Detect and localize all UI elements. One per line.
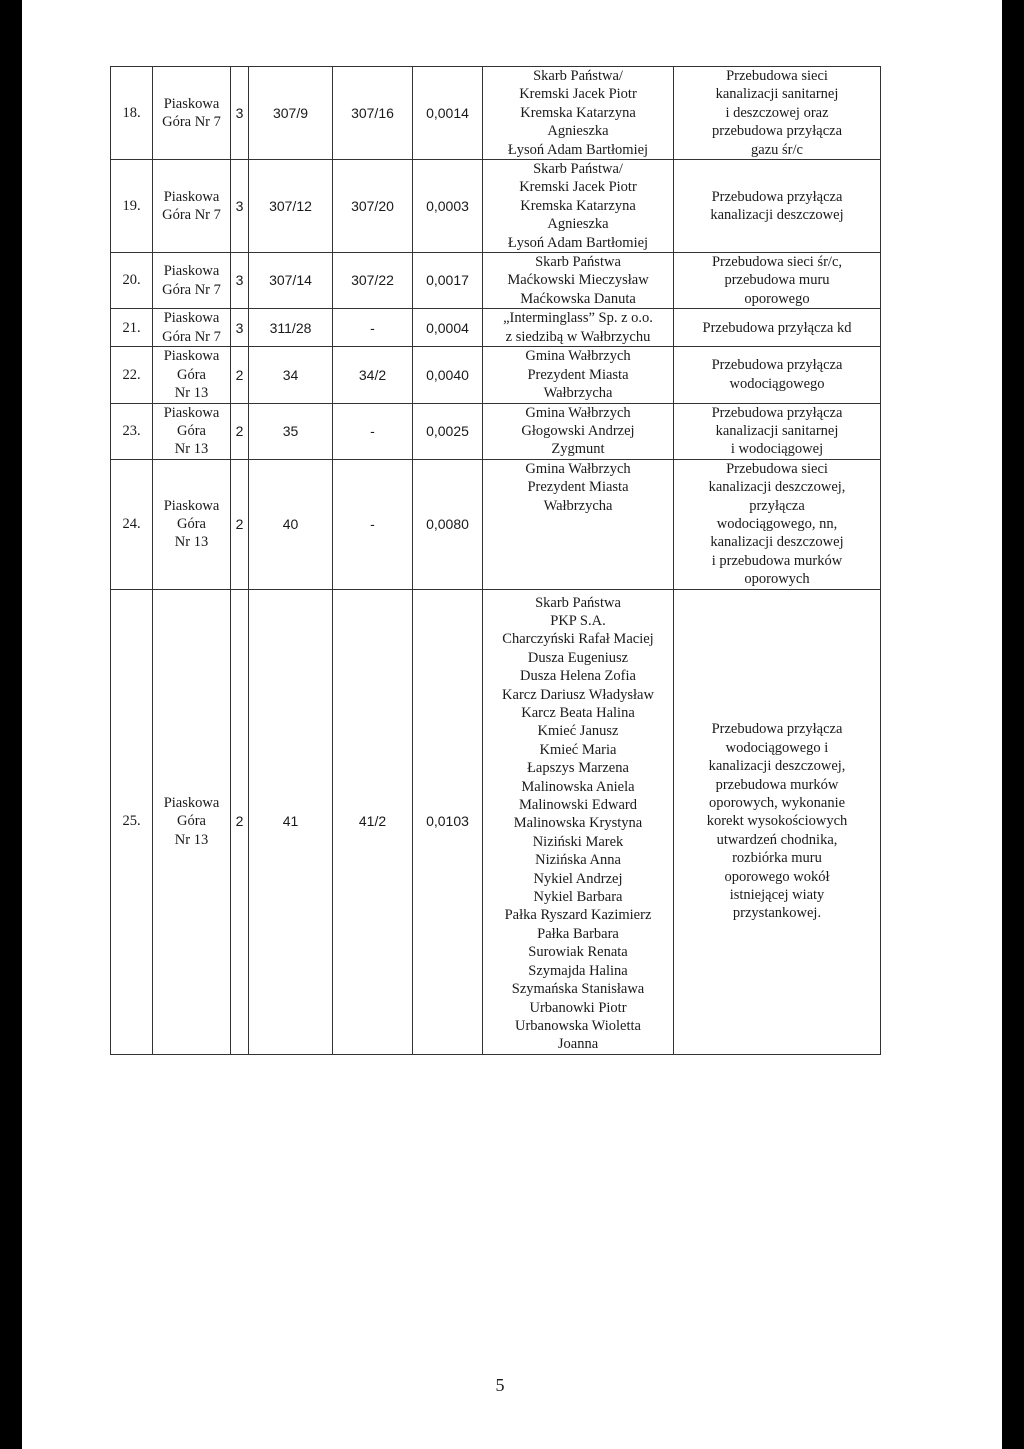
scope-cell-line: rozbiórka muru	[732, 850, 822, 867]
area-cell: 0,0004	[413, 309, 483, 347]
table-row	[111, 589, 881, 1054]
owners-cell-line: Nizińska Anna	[535, 852, 621, 869]
scope-cell	[674, 67, 881, 160]
location-cell-line: Góra	[177, 366, 206, 383]
location-cell-line: Piaskowa	[163, 263, 220, 280]
location-cell-line: Góra	[177, 515, 206, 532]
scope-cell-line: oporowego wokół	[724, 868, 830, 885]
location-cell	[153, 403, 231, 459]
plot-before-cell: 307/9	[249, 67, 333, 160]
location-cell-line: Piaskowa	[163, 497, 220, 514]
row-number: 25.	[111, 589, 153, 1054]
owners-cell-line: Kremska Katarzyna	[520, 104, 636, 121]
row-number: 21.	[111, 309, 153, 347]
scope-cell-line: wodociągowego	[729, 375, 825, 392]
owners-cell-line: PKP S.A.	[550, 612, 606, 629]
plot-after-cell: 34/2	[333, 347, 413, 403]
scope-cell	[674, 160, 881, 253]
scope-cell-line: gazu śr/c	[751, 141, 803, 158]
owners-cell	[483, 403, 674, 459]
location-cell-line: Nr 13	[174, 831, 209, 848]
table-row	[111, 347, 881, 403]
location-cell-line: Piaskowa	[163, 404, 220, 421]
sheet-cell: 3	[231, 67, 249, 160]
owners-cell-line: Wałbrzycha	[543, 497, 613, 514]
scope-cell-line: Przebudowa przyłącza	[711, 404, 843, 421]
owners-cell	[483, 309, 674, 347]
scope-cell-line: utwardzeń chodnika,	[716, 831, 838, 848]
page-number: 5	[495, 1375, 505, 1395]
owners-cell-line: Prezydent Miasta	[527, 479, 629, 496]
location-cell-line: Piaskowa	[163, 188, 220, 205]
owners-cell-line: Joanna	[557, 1036, 599, 1053]
owners-cell-line: Maćkowski Mieczysław	[507, 272, 649, 289]
location-cell	[153, 253, 231, 309]
table-row	[111, 403, 881, 459]
location-cell	[153, 347, 231, 403]
scope-cell-line: przystankowej.	[732, 905, 822, 922]
owners-cell-line: Dusza Helena Zofia	[520, 668, 636, 685]
scope-cell	[674, 309, 881, 347]
sheet-cell: 2	[231, 459, 249, 589]
owners-cell-line: Wałbrzycha	[543, 385, 613, 402]
scope-cell-line: oporowego	[744, 290, 810, 307]
scope-cell-line: korekt wysokościowych	[706, 813, 848, 830]
location-cell-line: Góra	[177, 813, 206, 830]
owners-cell-line: Agnieszka	[547, 123, 609, 140]
area-cell: 0,0040	[413, 347, 483, 403]
scope-cell	[674, 403, 881, 459]
owners-cell-line: Zygmunt	[551, 441, 605, 458]
scope-cell-line: Przebudowa przyłącza	[711, 357, 843, 374]
area-cell: 0,0025	[413, 403, 483, 459]
owners-cell-line: Gmina Wałbrzych	[525, 348, 631, 365]
table-body	[111, 67, 881, 1055]
plot-after-cell: 307/22	[333, 253, 413, 309]
area-cell: 0,0080	[413, 459, 483, 589]
owners-cell	[483, 347, 674, 403]
plot-before-cell: 307/12	[249, 160, 333, 253]
location-cell	[153, 67, 231, 160]
location-cell-line: Góra Nr 7	[162, 114, 221, 131]
owners-cell-line: Malinowska Aniela	[521, 778, 635, 795]
scope-cell-line: kanalizacji deszczowej	[710, 207, 844, 224]
location-cell-line: Piaskowa	[163, 310, 220, 327]
area-cell: 0,0103	[413, 589, 483, 1054]
owners-cell	[483, 253, 674, 309]
scope-cell-line: kanalizacji sanitarnej	[715, 422, 839, 439]
scope-cell-line: kanalizacji deszczowej,	[708, 758, 846, 775]
plot-after-cell: -	[333, 459, 413, 589]
owners-cell-line: Skarb Państwa	[535, 254, 621, 271]
sheet-cell: 3	[231, 253, 249, 309]
owners-cell-line: Gmina Wałbrzych	[525, 460, 631, 477]
owners-cell-line: Niziński Marek	[532, 833, 624, 850]
scope-cell-line: oporowych, wykonanie	[708, 795, 846, 812]
scope-cell-line: Przebudowa sieci śr/c,	[711, 254, 843, 271]
location-cell	[153, 309, 231, 347]
owners-cell-line: Kremski Jacek Piotr	[519, 179, 637, 196]
location-cell-line: Piaskowa	[163, 348, 220, 365]
location-cell-line: Piaskowa	[163, 795, 220, 812]
owners-cell-line: Agnieszka	[547, 216, 609, 233]
owners-cell-line: Głogowski Andrzej	[521, 422, 635, 439]
owners-cell-line: Szymańska Stanisława	[511, 981, 645, 998]
owners-cell-line: Kmieć Maria	[539, 741, 617, 758]
owners-cell	[483, 160, 674, 253]
owners-cell-line: Nykiel Andrzej	[533, 870, 623, 887]
scope-cell-line: Przebudowa przyłącza kd	[702, 319, 852, 336]
owners-cell-line: Prezydent Miasta	[527, 366, 629, 383]
owners-cell-line: Skarb Państwa	[535, 594, 621, 611]
owners-cell-line: Malinowska Krystyna	[513, 815, 643, 832]
scope-cell	[674, 459, 881, 589]
location-cell-line: Nr 13	[174, 534, 209, 551]
plot-before-cell: 35	[249, 403, 333, 459]
owners-cell-line: Charczyński Rafał Maciej	[502, 631, 654, 648]
location-cell	[153, 589, 231, 1054]
owners-cell-line: Nykiel Barbara	[533, 889, 623, 906]
owners-cell-line: Surowiak Renata	[528, 944, 628, 961]
area-cell: 0,0017	[413, 253, 483, 309]
location-cell	[153, 459, 231, 589]
owners-cell-line: Skarb Państwa/	[533, 68, 623, 84]
scope-cell-line: i przebudowa murków	[711, 552, 843, 569]
scope-cell-line: wodociągowego i	[725, 739, 829, 756]
plot-before-cell: 40	[249, 459, 333, 589]
owners-cell-line: Urbanowska Wioletta	[515, 1017, 641, 1034]
area-cell: 0,0003	[413, 160, 483, 253]
scope-cell-line: przebudowa muru	[724, 272, 830, 289]
owners-cell-line: Gmina Wałbrzych	[525, 404, 631, 421]
owners-cell-line: Pałka Barbara	[537, 925, 619, 942]
row-number: 19.	[111, 160, 153, 253]
row-number: 24.	[111, 459, 153, 589]
location-cell-line: Nr 13	[174, 441, 209, 458]
location-cell-line: Góra	[177, 422, 206, 439]
plot-after-cell: 307/16	[333, 67, 413, 160]
row-number: 22.	[111, 347, 153, 403]
sheet-cell: 2	[231, 403, 249, 459]
parcels-table	[110, 66, 881, 1055]
plot-after-cell: -	[333, 403, 413, 459]
owners-cell-line: z siedzibą w Wałbrzychu	[505, 328, 651, 345]
scope-cell-line: przyłącza	[749, 497, 805, 514]
scope-cell-line: przebudowa murków	[715, 776, 839, 793]
location-cell-line: Góra Nr 7	[162, 328, 221, 345]
location-cell-line: Piaskowa	[163, 95, 220, 112]
owners-cell	[483, 459, 674, 589]
owners-cell-line: Kmieć Janusz	[537, 723, 619, 740]
plot-after-cell: -	[333, 309, 413, 347]
owners-cell-line: Łysoń Adam Bartłomiej	[507, 141, 649, 158]
scope-cell-line: i wodociągowej	[730, 441, 824, 458]
sheet-cell: 3	[231, 309, 249, 347]
scope-cell-line: kanalizacji sanitarnej	[715, 86, 839, 103]
owners-cell-line: Malinowski Edward	[519, 797, 637, 814]
scope-cell	[674, 347, 881, 403]
scope-cell-line: Przebudowa sieci	[726, 460, 828, 477]
location-cell-line: Nr 13	[174, 385, 209, 402]
owners-cell-line: „Interminglass” Sp. z o.o.	[503, 310, 653, 327]
table-row	[111, 67, 881, 160]
location-cell-line: Góra Nr 7	[162, 207, 221, 224]
owners-cell-line: Dusza Eugeniusz	[527, 649, 629, 666]
scope-cell-line: kanalizacji deszczowej	[710, 534, 844, 551]
owners-cell-line: Pałka Ryszard Kazimierz	[504, 907, 652, 924]
area-cell: 0,0014	[413, 67, 483, 160]
scope-cell-line: Przebudowa przyłącza	[711, 188, 843, 205]
scope-cell-line: oporowych	[744, 571, 810, 588]
scope-cell-line: i deszczowej oraz	[725, 104, 829, 121]
scope-cell-line: wodociągowego, nn,	[716, 515, 838, 532]
scope-cell-line: przebudowa przyłącza	[711, 123, 843, 140]
plot-before-cell: 311/28	[249, 309, 333, 347]
scope-cell-line: Przebudowa sieci	[726, 68, 828, 84]
owners-cell-line: Skarb Państwa/	[533, 161, 623, 178]
plot-before-cell: 307/14	[249, 253, 333, 309]
owners-cell-line: Łapszys Marzena	[527, 760, 629, 777]
location-cell	[153, 160, 231, 253]
plot-before-cell: 34	[249, 347, 333, 403]
row-number: 23.	[111, 403, 153, 459]
row-number: 20.	[111, 253, 153, 309]
plot-after-cell: 41/2	[333, 589, 413, 1054]
sheet-cell: 2	[231, 589, 249, 1054]
scope-cell-line: istniejącej wiaty	[729, 887, 825, 904]
owners-cell-line: Kremski Jacek Piotr	[519, 86, 637, 103]
plot-after-cell: 307/20	[333, 160, 413, 253]
sheet-cell: 3	[231, 160, 249, 253]
table-row	[111, 309, 881, 347]
owners-cell	[483, 589, 674, 1054]
owners-cell-line: Urbanowki Piotr	[529, 999, 627, 1016]
location-cell-line: Góra Nr 7	[162, 281, 221, 298]
sheet-cell: 2	[231, 347, 249, 403]
owners-cell-line: Szymajda Halina	[528, 962, 628, 979]
scope-cell	[674, 589, 881, 1054]
plot-before-cell: 41	[249, 589, 333, 1054]
owners-cell-line: Karcz Dariusz Władysław	[502, 686, 654, 703]
owners-cell-line: Łysoń Adam Bartłomiej	[507, 234, 649, 251]
row-number: 18.	[111, 67, 153, 160]
table-row	[111, 160, 881, 253]
owners-cell	[483, 67, 674, 160]
scope-cell-line: kanalizacji deszczowej,	[708, 479, 846, 496]
owners-cell-line: Maćkowska Danuta	[520, 290, 636, 307]
owners-cell-line: Karcz Beata Halina	[521, 705, 635, 721]
scope-cell-line: Przebudowa przyłącza	[711, 721, 843, 738]
table-row	[111, 253, 881, 309]
scope-cell	[674, 253, 881, 309]
table-row	[111, 459, 881, 589]
owners-cell-line: Kremska Katarzyna	[520, 197, 636, 214]
